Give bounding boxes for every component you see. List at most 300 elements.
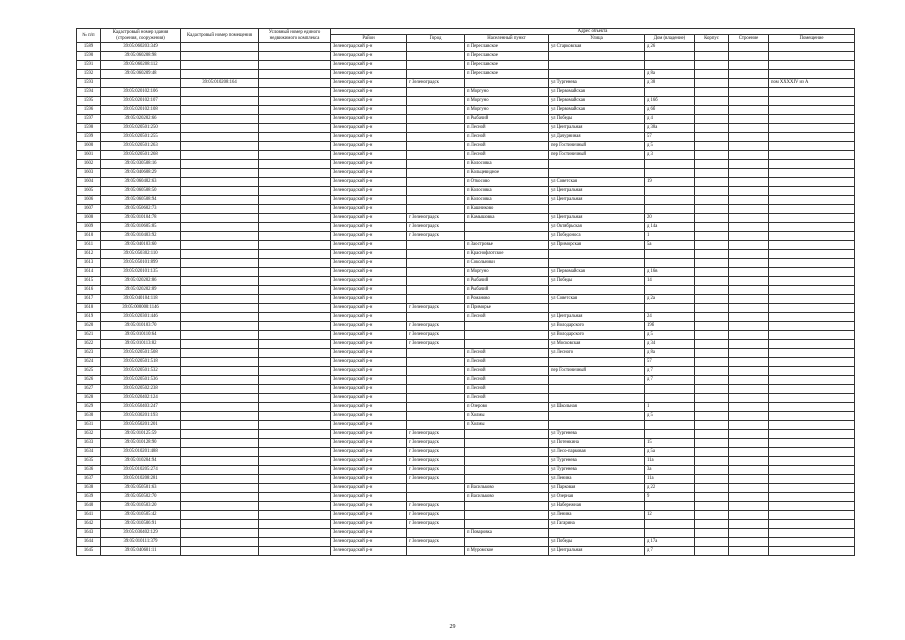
cadastral-building-cell: 39:05:040608:29 xyxy=(101,169,181,178)
row-number: 1626 xyxy=(77,376,101,385)
city-cell xyxy=(407,160,465,169)
locality-cell: п Лесной xyxy=(465,151,549,160)
conditional-number-cell xyxy=(259,349,331,358)
house-cell xyxy=(645,160,695,169)
premise-cell xyxy=(769,466,855,475)
street-cell: ул Гагарина xyxy=(549,520,645,529)
house-cell: д 8а xyxy=(645,349,695,358)
cadastral-premise-cell xyxy=(181,304,259,313)
table-row xyxy=(77,70,855,79)
korpus-cell xyxy=(695,115,729,124)
korpus-cell xyxy=(695,466,729,475)
table-row xyxy=(77,358,855,367)
conditional-number-cell xyxy=(259,205,331,214)
row-number: 1630 xyxy=(77,412,101,421)
cadastral-building-cell: 39:05:020501:255 xyxy=(101,133,181,142)
cadastral-premise-cell xyxy=(181,421,259,430)
cadastral-premise-cell xyxy=(181,403,259,412)
district-cell: Зеленоградский р-н xyxy=(331,61,407,70)
cadastral-building-cell: 39:05:010205:274 xyxy=(101,466,181,475)
row-number: 1608 xyxy=(77,214,101,223)
row-number: 1622 xyxy=(77,340,101,349)
building-cell xyxy=(729,475,769,484)
street-cell xyxy=(549,304,645,313)
building-cell xyxy=(729,205,769,214)
building-cell xyxy=(729,214,769,223)
conditional-number-cell xyxy=(259,367,331,376)
table-row xyxy=(77,313,855,322)
row-number: 1627 xyxy=(77,385,101,394)
house-cell xyxy=(645,529,695,538)
premise-cell xyxy=(769,124,855,133)
conditional-number-cell xyxy=(259,457,331,466)
row-number: 1628 xyxy=(77,394,101,403)
cadastral-building-cell: 39:05:040103:60 xyxy=(101,241,181,250)
district-cell: Зеленоградский р-н xyxy=(331,142,407,151)
row-number: 1604 xyxy=(77,178,101,187)
city-cell xyxy=(407,259,465,268)
district-cell: Зеленоградский р-н xyxy=(331,394,407,403)
house-cell: д 7 xyxy=(645,547,695,556)
city-cell xyxy=(407,70,465,79)
locality-cell xyxy=(465,511,549,520)
city-cell xyxy=(407,61,465,70)
cadastral-premise-cell xyxy=(181,142,259,151)
street-cell xyxy=(549,160,645,169)
locality-cell: п Кольцевидное xyxy=(465,169,549,178)
locality-cell xyxy=(465,448,549,457)
korpus-cell xyxy=(695,448,729,457)
cadastral-building-cell: 39:05:020501:250 xyxy=(101,124,181,133)
district-cell: Зеленоградский р-н xyxy=(331,205,407,214)
conditional-number-cell xyxy=(259,376,331,385)
table-row xyxy=(77,457,855,466)
row-number: 1597 xyxy=(77,115,101,124)
premise-cell xyxy=(769,475,855,484)
row-number: 1594 xyxy=(77,88,101,97)
korpus-cell xyxy=(695,124,729,133)
cadastral-premise-cell xyxy=(181,169,259,178)
cadastral-premise-cell xyxy=(181,349,259,358)
building-cell xyxy=(729,457,769,466)
building-cell xyxy=(729,304,769,313)
cadastral-premise-cell xyxy=(181,88,259,97)
district-cell: Зеленоградский р-н xyxy=(331,403,407,412)
district-cell: Зеленоградский р-н xyxy=(331,430,407,439)
building-cell xyxy=(729,97,769,106)
district-cell: Зеленоградский р-н xyxy=(331,115,407,124)
cadastral-premise-cell xyxy=(181,205,259,214)
premise-cell xyxy=(769,430,855,439)
premise-cell xyxy=(769,142,855,151)
locality-cell: п Лесной xyxy=(465,367,549,376)
street-cell xyxy=(549,421,645,430)
building-cell xyxy=(729,439,769,448)
street-cell: ул Лесного xyxy=(549,349,645,358)
building-cell xyxy=(729,295,769,304)
premise-cell xyxy=(769,304,855,313)
table-header xyxy=(77,29,855,43)
cadastral-building-cell: 39:05:010208:281 xyxy=(101,475,181,484)
city-cell xyxy=(407,529,465,538)
row-number: 1634 xyxy=(77,448,101,457)
house-cell: 20 xyxy=(645,214,695,223)
premise-cell xyxy=(769,205,855,214)
cadastral-building-cell: 39:05:010503:20 xyxy=(101,502,181,511)
building-cell xyxy=(729,106,769,115)
conditional-number-cell xyxy=(259,421,331,430)
korpus-cell xyxy=(695,268,729,277)
korpus-cell xyxy=(695,367,729,376)
city-cell: г Зеленоградск xyxy=(407,475,465,484)
korpus-cell xyxy=(695,376,729,385)
house-cell: д 5 xyxy=(645,331,695,340)
street-cell: ул Володарского xyxy=(549,322,645,331)
premise-cell xyxy=(769,412,855,421)
cadastral-building-cell: 39:05:030201:193 xyxy=(101,412,181,421)
table-row xyxy=(77,484,855,493)
premise-cell xyxy=(769,214,855,223)
district-cell: Зеленоградский р-н xyxy=(331,232,407,241)
street-cell: ул Центральная xyxy=(549,214,645,223)
building-cell xyxy=(729,142,769,151)
building-cell xyxy=(729,349,769,358)
cadastral-premise-cell xyxy=(181,331,259,340)
table-row xyxy=(77,88,855,97)
locality-cell: п Романово xyxy=(465,295,549,304)
cadastral-building-cell: 39:05:020501:263 xyxy=(101,142,181,151)
conditional-number-cell xyxy=(259,484,331,493)
cadastral-building-cell: 39:05:060209:48 xyxy=(101,70,181,79)
header-cadastral-premise: Кадастровый номер помещения xyxy=(181,29,259,43)
premise-cell xyxy=(769,448,855,457)
street-cell: ул Потемкина xyxy=(549,439,645,448)
city-cell xyxy=(407,421,465,430)
premise-cell xyxy=(769,61,855,70)
cadastral-building-cell: 39:05:050302:110 xyxy=(101,250,181,259)
premise-cell xyxy=(769,286,855,295)
premise-cell xyxy=(769,178,855,187)
conditional-number-cell xyxy=(259,466,331,475)
city-cell xyxy=(407,367,465,376)
city-cell: г Зеленоградск xyxy=(407,322,465,331)
district-cell: Зеленоградский р-н xyxy=(331,79,407,88)
table-row xyxy=(77,349,855,358)
cadastral-premise-cell xyxy=(181,367,259,376)
cadastral-premise-cell xyxy=(181,115,259,124)
premise-cell xyxy=(769,457,855,466)
row-number: 1595 xyxy=(77,97,101,106)
locality-cell: п Откосово xyxy=(465,178,549,187)
cadastral-building-cell: 39:05:010605:85 xyxy=(101,223,181,232)
building-cell xyxy=(729,160,769,169)
conditional-number-cell xyxy=(259,97,331,106)
locality-cell: п Колосовка xyxy=(465,160,549,169)
house-cell: 57 xyxy=(645,358,695,367)
header-num: № п/п xyxy=(77,29,101,43)
row-number: 1625 xyxy=(77,367,101,376)
district-cell: Зеленоградский р-н xyxy=(331,511,407,520)
cadastral-premise-cell xyxy=(181,286,259,295)
district-cell: Зеленоградский р-н xyxy=(331,322,407,331)
korpus-cell xyxy=(695,196,729,205)
city-cell xyxy=(407,250,465,259)
row-number: 1614 xyxy=(77,268,101,277)
row-number: 1623 xyxy=(77,349,101,358)
house-cell: д 5 xyxy=(645,412,695,421)
premise-cell xyxy=(769,187,855,196)
building-cell xyxy=(729,493,769,502)
district-cell: Зеленоградский р-н xyxy=(331,223,407,232)
locality-cell: п Васильково xyxy=(465,493,549,502)
row-number: 1643 xyxy=(77,529,101,538)
cadastral-premise-cell xyxy=(181,70,259,79)
district-cell: Зеленоградский р-н xyxy=(331,259,407,268)
premise-cell xyxy=(769,322,855,331)
district-cell: Зеленоградский р-н xyxy=(331,70,407,79)
korpus-cell xyxy=(695,133,729,142)
korpus-cell xyxy=(695,70,729,79)
row-number: 1635 xyxy=(77,457,101,466)
row-number: 1640 xyxy=(77,502,101,511)
cadastral-premise-cell xyxy=(181,493,259,502)
city-cell xyxy=(407,133,465,142)
korpus-cell xyxy=(695,151,729,160)
locality-cell: п Муромское xyxy=(465,547,549,556)
korpus-cell xyxy=(695,43,729,52)
conditional-number-cell xyxy=(259,52,331,61)
district-cell: Зеленоградский р-н xyxy=(331,367,407,376)
district-cell: Зеленоградский р-н xyxy=(331,466,407,475)
city-cell xyxy=(407,493,465,502)
table-row xyxy=(77,115,855,124)
house-cell: 12 xyxy=(645,511,695,520)
table-row xyxy=(77,385,855,394)
conditional-number-cell xyxy=(259,79,331,88)
premise-cell xyxy=(769,367,855,376)
table-row xyxy=(77,151,855,160)
locality-cell: п Приморье xyxy=(465,304,549,313)
korpus-cell xyxy=(695,439,729,448)
city-cell xyxy=(407,349,465,358)
building-cell xyxy=(729,394,769,403)
district-cell: Зеленоградский р-н xyxy=(331,106,407,115)
house-cell: д 7 xyxy=(645,367,695,376)
locality-cell: п Переславское xyxy=(465,52,549,61)
table-row xyxy=(77,187,855,196)
premise-cell xyxy=(769,151,855,160)
city-cell: г Зеленоградск xyxy=(407,214,465,223)
street-cell: ул Центральная xyxy=(549,313,645,322)
cadastral-building-cell: 39:05:060208:98 xyxy=(101,52,181,61)
premise-cell xyxy=(769,493,855,502)
cadastral-premise-cell xyxy=(181,232,259,241)
street-cell: пер Гостиничный xyxy=(549,142,645,151)
cadastral-building-cell: 39:05:020301:446 xyxy=(101,313,181,322)
row-number: 1590 xyxy=(77,52,101,61)
locality-cell xyxy=(465,322,549,331)
row-number: 1592 xyxy=(77,70,101,79)
cadastral-building-cell: 39:05:010201:488 xyxy=(101,448,181,457)
street-cell: ул Первомайская xyxy=(549,88,645,97)
district-cell: Зеленоградский р-н xyxy=(331,88,407,97)
cadastral-building-cell: 39:05:020102:107 xyxy=(101,97,181,106)
building-cell xyxy=(729,196,769,205)
street-cell: ул Первомайская xyxy=(549,268,645,277)
city-cell: г Зеленоградск xyxy=(407,430,465,439)
locality-cell xyxy=(465,223,549,232)
conditional-number-cell xyxy=(259,502,331,511)
row-number: 1613 xyxy=(77,259,101,268)
city-cell: г Зеленоградск xyxy=(407,538,465,547)
cadastral-premise-cell xyxy=(181,160,259,169)
cadastral-premise-cell xyxy=(181,313,259,322)
cadastral-premise-cell xyxy=(181,124,259,133)
city-cell xyxy=(407,385,465,394)
korpus-cell xyxy=(695,475,729,484)
house-cell: 11а xyxy=(645,457,695,466)
cadastral-building-cell: 39:05:020202:89 xyxy=(101,286,181,295)
row-number: 1639 xyxy=(77,493,101,502)
locality-cell xyxy=(465,232,549,241)
korpus-cell xyxy=(695,106,729,115)
cadastral-premise-cell xyxy=(181,502,259,511)
premise-cell xyxy=(769,232,855,241)
building-cell xyxy=(729,61,769,70)
table-row xyxy=(77,376,855,385)
city-cell xyxy=(407,142,465,151)
street-cell: ул Победы xyxy=(549,538,645,547)
city-cell xyxy=(407,43,465,52)
conditional-number-cell xyxy=(259,214,331,223)
locality-cell xyxy=(465,466,549,475)
building-cell xyxy=(729,376,769,385)
korpus-cell xyxy=(695,142,729,151)
conditional-number-cell xyxy=(259,529,331,538)
conditional-number-cell xyxy=(259,385,331,394)
conditional-number-cell xyxy=(259,268,331,277)
street-cell xyxy=(549,259,645,268)
cadastral-building-cell: 39:05:050602:73 xyxy=(101,205,181,214)
cadastral-building-cell: 39:05:010506:91 xyxy=(101,520,181,529)
house-cell xyxy=(645,88,695,97)
locality-cell: п Лесной xyxy=(465,142,549,151)
locality-cell: п Колосовка xyxy=(465,196,549,205)
page-number: 29 xyxy=(449,624,456,630)
table-row xyxy=(77,43,855,52)
locality-cell: п Лесной xyxy=(465,376,549,385)
street-cell: ул Первомайская xyxy=(549,106,645,115)
conditional-number-cell xyxy=(259,43,331,52)
row-number: 1633 xyxy=(77,439,101,448)
locality-cell: п Лесной xyxy=(465,133,549,142)
locality-cell: п Переславское xyxy=(465,61,549,70)
cadastral-building-cell: 39:05:050403:247 xyxy=(101,403,181,412)
cadastral-building-cell: 39:05:010505:42 xyxy=(101,511,181,520)
locality-cell: п Лесной xyxy=(465,394,549,403)
street-cell: ул Приморская xyxy=(549,241,645,250)
street-cell xyxy=(549,52,645,61)
building-cell xyxy=(729,313,769,322)
city-cell xyxy=(407,241,465,250)
house-cell: 14 xyxy=(645,277,695,286)
korpus-cell xyxy=(695,457,729,466)
row-number: 1641 xyxy=(77,511,101,520)
street-cell: ул Центральная xyxy=(549,547,645,556)
korpus-cell xyxy=(695,61,729,70)
conditional-number-cell xyxy=(259,187,331,196)
district-cell: Зеленоградский р-н xyxy=(331,43,407,52)
house-cell xyxy=(645,430,695,439)
row-number: 1610 xyxy=(77,232,101,241)
cadastral-premise-cell xyxy=(181,52,259,61)
cadastral-building-cell: 39:05:010204:94 xyxy=(101,457,181,466)
row-number: 1624 xyxy=(77,358,101,367)
cadastral-building-cell: 39:05:020101:135 xyxy=(101,268,181,277)
conditional-number-cell xyxy=(259,547,331,556)
locality-cell: п Колосовка xyxy=(465,187,549,196)
house-cell xyxy=(645,502,695,511)
city-cell: г Зеленоградск xyxy=(407,340,465,349)
city-cell xyxy=(407,106,465,115)
premise-cell xyxy=(769,241,855,250)
city-cell xyxy=(407,178,465,187)
street-cell: ул Дачурниная xyxy=(549,133,645,142)
conditional-number-cell xyxy=(259,133,331,142)
korpus-cell xyxy=(695,403,729,412)
korpus-cell xyxy=(695,88,729,97)
row-number: 1611 xyxy=(77,241,101,250)
conditional-number-cell xyxy=(259,151,331,160)
district-cell: Зеленоградский р-н xyxy=(331,160,407,169)
table-row xyxy=(77,439,855,448)
korpus-cell xyxy=(695,511,729,520)
house-cell: 11а xyxy=(645,475,695,484)
city-cell: г Зеленоградск xyxy=(407,466,465,475)
house-cell xyxy=(645,520,695,529)
table-row xyxy=(77,295,855,304)
street-cell: ул Старковская xyxy=(549,43,645,52)
house-cell: д 14а xyxy=(645,223,695,232)
city-cell xyxy=(407,286,465,295)
street-cell: ул Первомайская xyxy=(549,97,645,106)
house-cell: д 2а xyxy=(645,295,695,304)
premise-cell xyxy=(769,511,855,520)
cadastral-premise-cell xyxy=(181,448,259,457)
row-number: 1603 xyxy=(77,169,101,178)
premise-cell xyxy=(769,43,855,52)
conditional-number-cell xyxy=(259,394,331,403)
city-cell: г Зеленоградск xyxy=(407,448,465,457)
cadastral-building-cell: 39:05:010128:90 xyxy=(101,439,181,448)
cadastral-building-cell: 39:05:010103:70 xyxy=(101,322,181,331)
building-cell xyxy=(729,448,769,457)
conditional-number-cell xyxy=(259,115,331,124)
building-cell xyxy=(729,259,769,268)
city-cell xyxy=(407,358,465,367)
premise-cell xyxy=(769,421,855,430)
table-row xyxy=(77,250,855,259)
city-cell xyxy=(407,169,465,178)
table-row xyxy=(77,241,855,250)
premise-cell xyxy=(769,340,855,349)
cadastral-building-cell: 39:05:030402:129 xyxy=(101,529,181,538)
district-cell: Зеленоградский р-н xyxy=(331,214,407,223)
conditional-number-cell xyxy=(259,232,331,241)
table-row xyxy=(77,268,855,277)
building-cell xyxy=(729,385,769,394)
cadastral-premise-cell xyxy=(181,214,259,223)
